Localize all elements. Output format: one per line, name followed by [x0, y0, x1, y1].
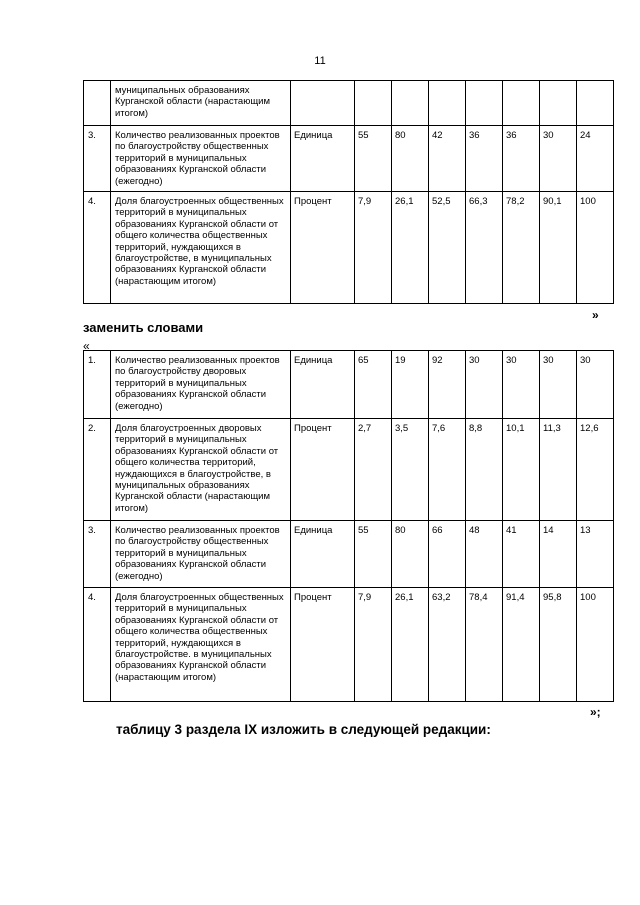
closing-quote-semicolon: »; [590, 705, 601, 719]
value-cell: 66 [429, 521, 466, 588]
row-number: 2. [84, 419, 111, 521]
unit-cell: Процент [291, 419, 355, 521]
row-number: 1. [84, 351, 111, 419]
value-cell [429, 81, 466, 126]
value-cell: 10,1 [503, 419, 540, 521]
replace-words-heading: заменить словами [83, 320, 204, 335]
value-cell: 7,9 [355, 588, 392, 702]
opening-quote: « [83, 339, 90, 353]
value-cell: 26,1 [392, 192, 429, 304]
value-cell: 90,1 [540, 192, 577, 304]
indicator-name: Количество реализованных проектов по благоустройству дворовых территорий в муниципальных образованиях Курганской области (ежегодно) [111, 351, 291, 419]
unit-cell: Процент [291, 588, 355, 702]
unit-cell: Единица [291, 351, 355, 419]
table-row [84, 521, 614, 588]
value-cell: 66,3 [466, 192, 503, 304]
value-cell: 24 [577, 126, 614, 192]
value-cell: 8,8 [466, 419, 503, 521]
unit-cell: Процент [291, 192, 355, 304]
indicator-name: Количество реализованных проектов по благоустройству общественных территорий в муниципальных образованиях Курганской области (ежегодно) [111, 126, 291, 192]
value-cell: 12,6 [577, 419, 614, 521]
value-cell: 7,6 [429, 419, 466, 521]
row-number: 3. [84, 126, 111, 192]
value-cell: 91,4 [503, 588, 540, 702]
value-cell: 80 [392, 521, 429, 588]
value-cell: 14 [540, 521, 577, 588]
unit-cell [291, 81, 355, 126]
value-cell: 7,9 [355, 192, 392, 304]
value-cell: 30 [466, 351, 503, 419]
row-number: 4. [84, 588, 111, 702]
value-cell [392, 81, 429, 126]
value-cell: 30 [540, 126, 577, 192]
unit-cell: Единица [291, 126, 355, 192]
value-cell [503, 81, 540, 126]
table-row [84, 126, 614, 192]
table-row [84, 192, 614, 304]
value-cell: 78,4 [466, 588, 503, 702]
value-cell: 3,5 [392, 419, 429, 521]
indicator-name: Доля благоустроенных общественных территорий в муниципальных образованиях Курганской области от общего количества общественных территорий, нуждающихся в благоустройстве. в муниципальных образованиях Курганской области (нарастающим итогом) [111, 588, 291, 702]
row-number [84, 81, 111, 126]
value-cell: 65 [355, 351, 392, 419]
value-cell [466, 81, 503, 126]
closing-quote: » [592, 308, 599, 322]
value-cell: 30 [503, 351, 540, 419]
value-cell: 63,2 [429, 588, 466, 702]
indicator-name: Доля благоустроенных дворовых территорий в муниципальных образованиях Курганской области от общего количества территорий, нуждающихся в благоустройстве, в муниципальных образованиях Курганской области (нарастающим итогом) [111, 419, 291, 521]
value-cell: 19 [392, 351, 429, 419]
value-cell: 41 [503, 521, 540, 588]
unit-cell: Единица [291, 521, 355, 588]
value-cell: 48 [466, 521, 503, 588]
table-row [84, 81, 614, 126]
value-cell: 2,7 [355, 419, 392, 521]
value-cell: 36 [503, 126, 540, 192]
value-cell: 55 [355, 521, 392, 588]
table-row [84, 588, 614, 702]
instruction-paragraph: таблицу 3 раздела IX изложить в следующей редакции: [116, 722, 491, 737]
value-cell: 80 [392, 126, 429, 192]
indicator-name: Количество реализованных проектов по благоустройству общественных территорий в муниципальных образованиях Курганской области (ежегодно) [111, 521, 291, 588]
value-cell: 13 [577, 521, 614, 588]
value-cell [540, 81, 577, 126]
value-cell [355, 81, 392, 126]
row-number: 3. [84, 521, 111, 588]
value-cell: 78,2 [503, 192, 540, 304]
page-number: 11 [314, 55, 326, 67]
value-cell: 95,8 [540, 588, 577, 702]
table-row [84, 419, 614, 521]
indicator-name: муниципальных образованиях Курганской области (нарастающим итогом) [111, 81, 291, 126]
indicators-table-original [83, 80, 614, 304]
value-cell: 100 [577, 192, 614, 304]
value-cell: 30 [577, 351, 614, 419]
value-cell: 100 [577, 588, 614, 702]
value-cell: 36 [466, 126, 503, 192]
indicator-name: Доля благоустроенных общественных территорий в муниципальных образованиях Курганской области от общего количества общественных территорий, нуждающихся в благоустройстве, в муниципальных образованиях Курганской области (нарастающим итогом) [111, 192, 291, 304]
value-cell: 11,3 [540, 419, 577, 521]
value-cell: 52,5 [429, 192, 466, 304]
value-cell [577, 81, 614, 126]
indicators-table-replacement [83, 350, 614, 702]
table-row [84, 351, 614, 419]
value-cell: 55 [355, 126, 392, 192]
value-cell: 30 [540, 351, 577, 419]
value-cell: 42 [429, 126, 466, 192]
row-number: 4. [84, 192, 111, 304]
value-cell: 92 [429, 351, 466, 419]
value-cell: 26,1 [392, 588, 429, 702]
